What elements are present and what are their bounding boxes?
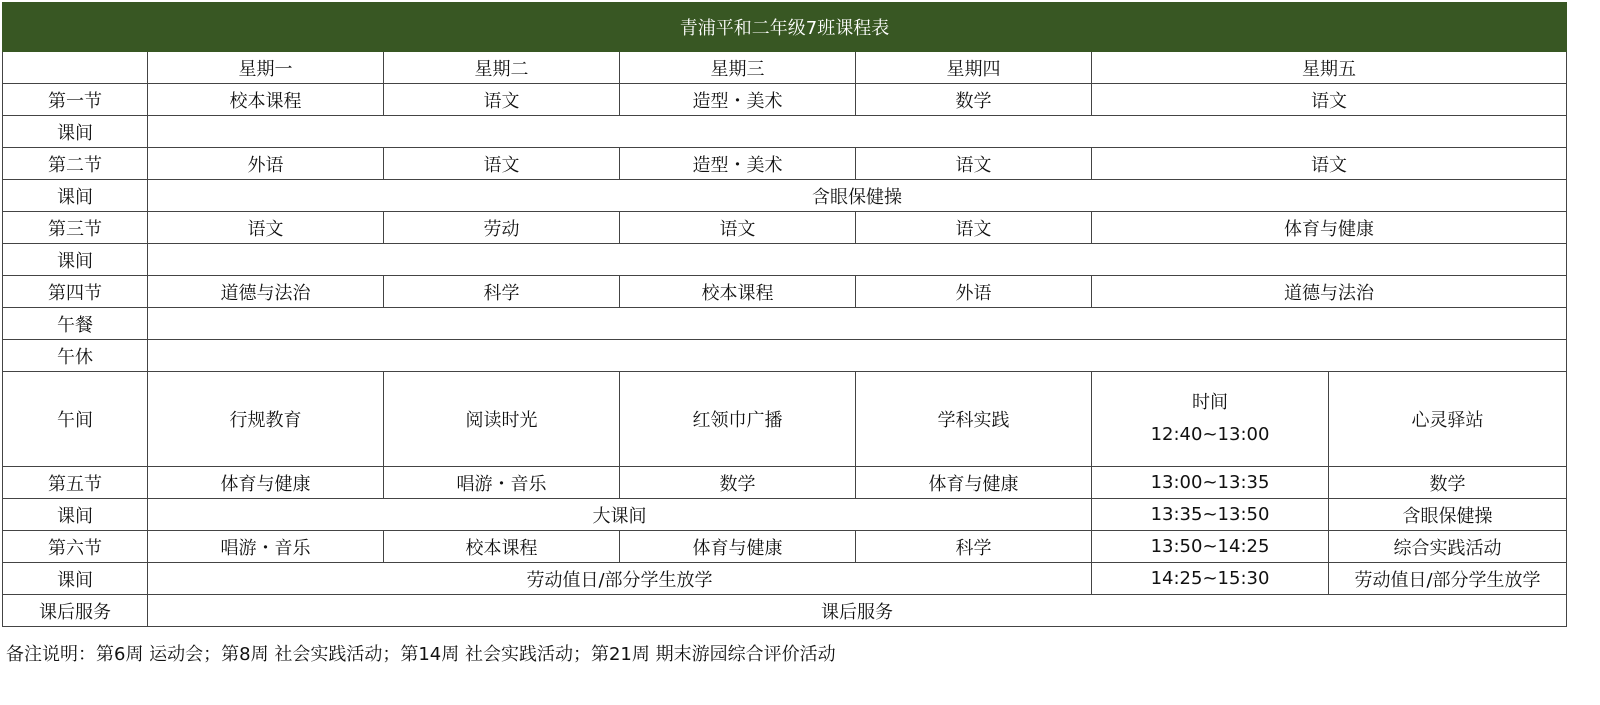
timetable-title: 青浦平和二年级7班课程表 [3, 3, 1567, 52]
time-cell: 14:25~15:30 [1092, 563, 1329, 595]
day-header-row [3, 52, 1567, 84]
period-label: 第三节 [3, 212, 148, 244]
period-row-3 [3, 212, 1567, 244]
period-row-4 [3, 276, 1567, 308]
class-cell: 造型・美术 [620, 148, 856, 180]
class-cell: 体育与健康 [620, 531, 856, 563]
period-row-6 [3, 531, 1567, 563]
timetable [2, 2, 1567, 627]
after-school-cell: 课后服务 [148, 595, 1567, 627]
remarks-note: 备注说明：第6周 运动会；第8周 社会实践活动；第14周 社会实践活动；第21周 期末游园综合评价活动 [6, 644, 836, 665]
break-row-5 [3, 563, 1567, 595]
class-cell: 语文 [856, 212, 1092, 244]
after-school-row [3, 595, 1567, 627]
day-header-fri: 星期五 [1092, 52, 1567, 84]
period-label: 午间 [3, 372, 148, 467]
class-cell: 阅读时光 [384, 372, 620, 467]
class-cell: 体育与健康 [856, 467, 1092, 499]
class-cell: 语文 [384, 148, 620, 180]
class-cell: 综合实践活动 [1329, 531, 1567, 563]
day-header-mon: 星期一 [148, 52, 384, 84]
class-cell: 语文 [856, 148, 1092, 180]
period-label: 第五节 [3, 467, 148, 499]
class-cell: 语文 [1092, 84, 1567, 116]
class-cell: 学科实践 [856, 372, 1092, 467]
break-cell [148, 116, 1567, 148]
break-row-4 [3, 499, 1567, 531]
noon-row [3, 372, 1567, 467]
class-cell: 红领巾广播 [620, 372, 856, 467]
period-row-5 [3, 467, 1567, 499]
class-cell: 语文 [148, 212, 384, 244]
class-cell: 体育与健康 [148, 467, 384, 499]
class-cell: 校本课程 [384, 531, 620, 563]
period-label: 第二节 [3, 148, 148, 180]
class-cell: 含眼保健操 [1329, 499, 1567, 531]
period-label: 第六节 [3, 531, 148, 563]
period-row-1 [3, 84, 1567, 116]
class-cell: 语文 [1092, 148, 1567, 180]
class-cell: 语文 [384, 84, 620, 116]
break-cell [148, 340, 1567, 372]
period-label: 课间 [3, 244, 148, 276]
class-cell: 数学 [620, 467, 856, 499]
period-label: 课间 [3, 563, 148, 595]
period-label: 午餐 [3, 308, 148, 340]
lunch-row [3, 308, 1567, 340]
period-label: 课后服务 [3, 595, 148, 627]
break-row-3 [3, 244, 1567, 276]
day-header-tue: 星期二 [384, 52, 620, 84]
class-cell: 科学 [384, 276, 620, 308]
period-label: 第四节 [3, 276, 148, 308]
time-cell: 13:50~14:25 [1092, 531, 1329, 563]
day-header-wed: 星期三 [620, 52, 856, 84]
title-row [3, 3, 1567, 52]
period-label: 第一节 [3, 84, 148, 116]
class-cell: 行规教育 [148, 372, 384, 467]
class-cell: 语文 [620, 212, 856, 244]
corner-cell [3, 52, 148, 84]
class-cell: 心灵驿站 [1329, 372, 1567, 467]
period-label: 课间 [3, 180, 148, 212]
timetable-sheet [2, 2, 1566, 627]
break-cell: 大课间 [148, 499, 1092, 531]
break-cell [148, 308, 1567, 340]
time-cell: 13:00~13:35 [1092, 467, 1329, 499]
break-row-2 [3, 180, 1567, 212]
class-cell: 数学 [1329, 467, 1567, 499]
class-cell: 道德与法治 [148, 276, 384, 308]
class-cell: 体育与健康 [1092, 212, 1567, 244]
class-cell: 校本课程 [148, 84, 384, 116]
period-label: 课间 [3, 116, 148, 148]
class-cell: 劳动 [384, 212, 620, 244]
class-cell: 数学 [856, 84, 1092, 116]
break-row-1 [3, 116, 1567, 148]
class-cell: 唱游・音乐 [384, 467, 620, 499]
time-range: 12:40~13:00 [1150, 424, 1270, 445]
time-header: 时间 [1192, 392, 1228, 413]
break-cell [148, 244, 1567, 276]
period-label: 午休 [3, 340, 148, 372]
break-cell: 劳动值日/部分学生放学 [148, 563, 1092, 595]
class-cell: 外语 [148, 148, 384, 180]
class-cell: 造型・美术 [620, 84, 856, 116]
period-row-2 [3, 148, 1567, 180]
period-label: 课间 [3, 499, 148, 531]
time-cell: 13:35~13:50 [1092, 499, 1329, 531]
class-cell: 校本课程 [620, 276, 856, 308]
time-cell [1092, 372, 1329, 467]
class-cell: 唱游・音乐 [148, 531, 384, 563]
class-cell: 劳动值日/部分学生放学 [1329, 563, 1567, 595]
class-cell: 外语 [856, 276, 1092, 308]
class-cell: 道德与法治 [1092, 276, 1567, 308]
day-header-thu: 星期四 [856, 52, 1092, 84]
break-cell: 含眼保健操 [148, 180, 1567, 212]
nap-row [3, 340, 1567, 372]
class-cell: 科学 [856, 531, 1092, 563]
